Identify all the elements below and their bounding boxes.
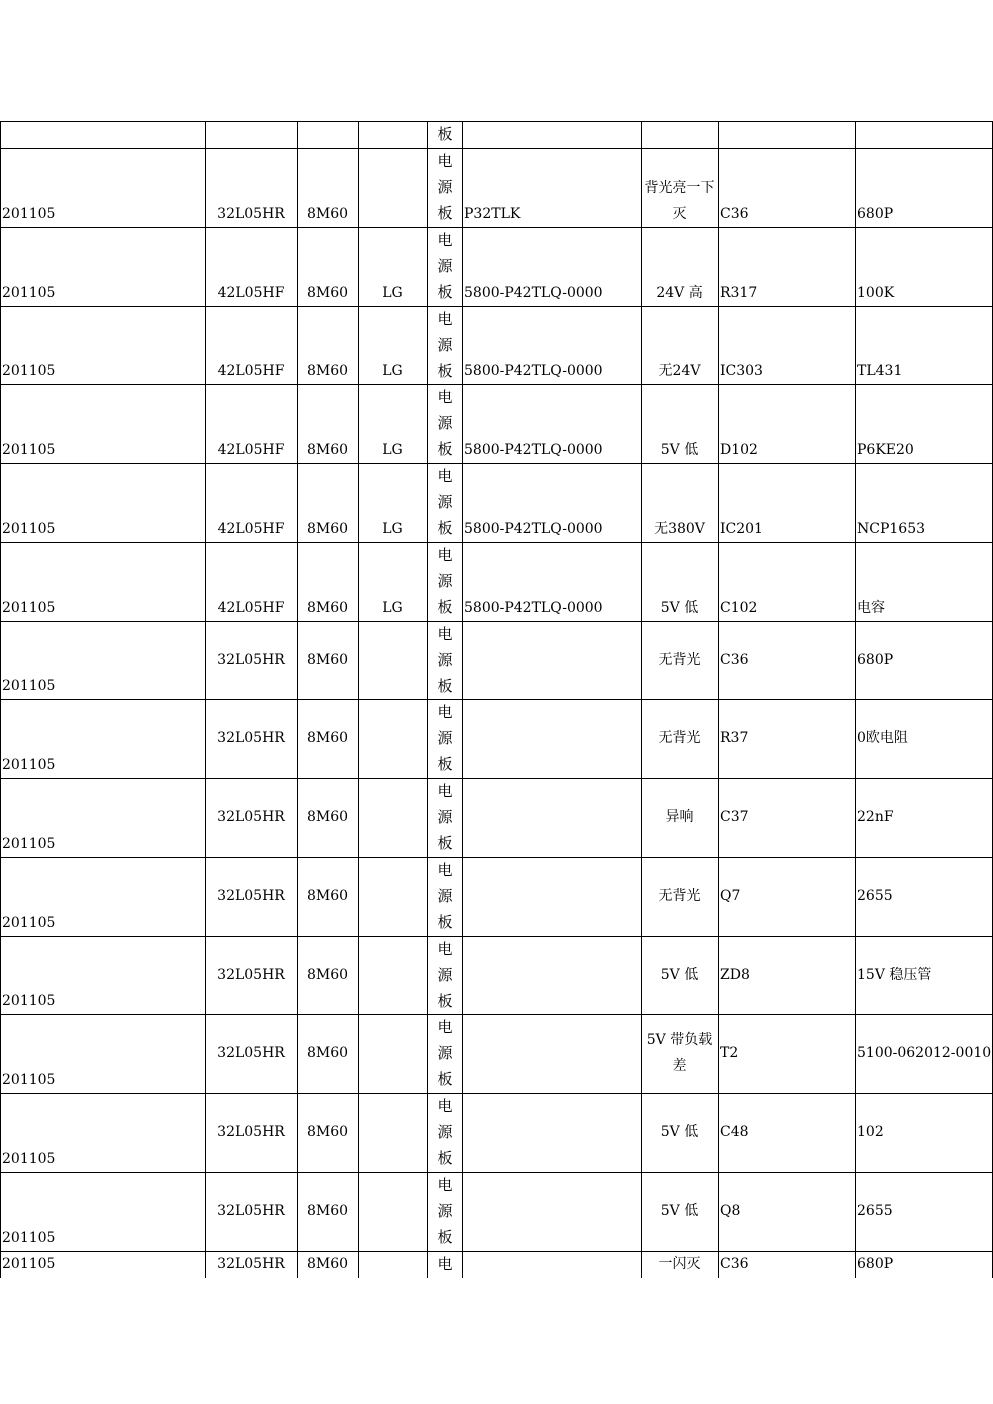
model-cell: 32L05HR [217, 1256, 285, 1272]
date-cell: 201105 [2, 206, 56, 222]
chassis-cell: 8M60 [306, 600, 349, 616]
date-cell: 201105 [2, 363, 56, 379]
board-type-char: 电 [437, 1018, 453, 1036]
board-type-cell [428, 621, 462, 699]
board-type-char: 电 [437, 546, 453, 564]
board-type-char: 电 [437, 703, 453, 721]
part-cell: T2 [720, 1045, 739, 1061]
part-cell: C102 [720, 600, 758, 616]
part-cell: R37 [720, 730, 749, 746]
value-cell: 2655 [857, 888, 893, 904]
chassis-cell: 8M60 [306, 442, 349, 458]
value-cell: P6KE20 [857, 442, 914, 458]
date-cell: 201105 [2, 678, 56, 694]
board-type-cell [428, 1251, 462, 1277]
board-type-char: 板 [437, 1149, 453, 1167]
symptom-cell: 5V 低 [660, 967, 699, 983]
model-cell: 42L05HF [217, 600, 285, 616]
model-cell: 32L05HR [217, 206, 285, 222]
board-type-char: 电 [437, 388, 453, 406]
chassis-cell: 8M60 [306, 652, 349, 668]
board-type-cell [428, 227, 462, 305]
model-cell: 42L05HF [217, 285, 285, 301]
chassis-cell: 8M60 [306, 285, 349, 301]
board-type-char: 源 [437, 257, 453, 275]
board-type-char: 电 [437, 625, 453, 643]
board-type-char: 源 [437, 178, 453, 196]
value-cell: 100K [857, 285, 895, 301]
board-type-char: 电 [437, 940, 453, 958]
screen-cell: LG [382, 521, 403, 537]
board-type-char: 源 [437, 651, 453, 669]
date-cell: 201105 [2, 993, 56, 1009]
board-type-char: 板 [437, 677, 453, 695]
board-type-char: 电 [437, 1097, 453, 1115]
board-type-char: 电 [437, 1176, 453, 1194]
value-cell: 2655 [857, 1203, 893, 1219]
date-cell: 201105 [2, 1072, 56, 1088]
part-cell: Q7 [720, 888, 741, 904]
symptom-cell: 5V 低 [660, 1124, 699, 1140]
date-cell: 201105 [2, 521, 56, 537]
board-type-char: 源 [437, 493, 453, 511]
chassis-cell: 8M60 [306, 521, 349, 537]
board-type-char: 源 [437, 1202, 453, 1220]
symptom-cell: 异响 [665, 809, 694, 825]
board-type-char: 电 [437, 1255, 453, 1273]
board-type-char: 电 [437, 152, 453, 170]
symptom-cell: 24V 高 [656, 285, 703, 301]
board-type-char: 板 [437, 204, 453, 222]
value-cell: 5100-062012-0010 [857, 1045, 992, 1061]
board-type-char: 板 [437, 125, 453, 143]
model-cell: 32L05HR [217, 1045, 285, 1061]
board-number-cell: 5800-P42TLQ-0000 [464, 285, 603, 301]
board-type-char: 板 [437, 598, 453, 616]
date-cell: 201105 [2, 915, 56, 931]
value-cell: 680P [857, 206, 894, 222]
board-type-char: 板 [437, 1228, 453, 1246]
board-type-cell [428, 463, 462, 541]
model-cell: 32L05HR [217, 1124, 285, 1140]
part-cell: IC201 [720, 521, 763, 537]
board-number-cell: P32TLK [464, 206, 521, 222]
symptom-cell: 无380V [654, 521, 705, 537]
board-type-char: 板 [437, 755, 453, 773]
chassis-cell: 8M60 [306, 363, 349, 379]
board-type-char: 板 [437, 519, 453, 537]
board-type-char: 源 [437, 1044, 453, 1062]
part-cell: C36 [720, 652, 749, 668]
repair-log-table [0, 121, 993, 1278]
board-type-char: 源 [437, 572, 453, 590]
value-cell: NCP1653 [857, 521, 926, 537]
date-cell: 201105 [2, 757, 56, 773]
symptom-cell: 5V 低 [660, 600, 699, 616]
board-type-char: 电 [437, 231, 453, 249]
board-number-cell: 5800-P42TLQ-0000 [464, 442, 603, 458]
chassis-cell: 8M60 [306, 967, 349, 983]
board-type-char: 源 [437, 887, 453, 905]
value-cell: 15V 稳压管 [857, 967, 932, 983]
board-type-char: 板 [437, 834, 453, 852]
symptom-cell: 无背光 [658, 652, 701, 668]
board-type-cell [428, 121, 462, 147]
chassis-cell: 8M60 [306, 206, 349, 222]
date-cell: 201105 [2, 600, 56, 616]
model-cell: 42L05HF [217, 521, 285, 537]
symptom-cell: 背光亮一下灭 [644, 180, 715, 222]
value-cell: 0欧电阻 [857, 730, 908, 746]
board-type-cell [428, 857, 462, 935]
chassis-cell: 8M60 [306, 730, 349, 746]
model-cell: 32L05HR [217, 967, 285, 983]
board-type-char: 板 [437, 913, 453, 931]
part-cell: C37 [720, 809, 749, 825]
date-cell: 201105 [2, 1256, 56, 1272]
board-number-cell: 5800-P42TLQ-0000 [464, 363, 603, 379]
board-type-cell [428, 148, 462, 226]
symptom-cell: 无背光 [658, 730, 701, 746]
board-type-cell [428, 1172, 462, 1250]
chassis-cell: 8M60 [306, 1256, 349, 1272]
model-cell: 42L05HF [217, 442, 285, 458]
screen-cell: LG [382, 285, 403, 301]
board-type-char: 板 [437, 992, 453, 1010]
part-cell: C36 [720, 206, 749, 222]
board-type-cell [428, 384, 462, 462]
value-cell: 电容 [857, 600, 885, 616]
model-cell: 32L05HR [217, 730, 285, 746]
board-type-cell [428, 778, 462, 856]
value-cell: 102 [857, 1124, 884, 1140]
value-cell: 22nF [857, 809, 894, 825]
board-type-cell [428, 542, 462, 620]
part-cell: IC303 [720, 363, 763, 379]
symptom-cell: 5V 带负载差 [646, 1032, 713, 1074]
board-type-char: 板 [437, 440, 453, 458]
chassis-cell: 8M60 [306, 1203, 349, 1219]
board-type-char: 源 [437, 966, 453, 984]
model-cell: 32L05HR [217, 652, 285, 668]
chassis-cell: 8M60 [306, 809, 349, 825]
value-cell: 680P [857, 652, 894, 668]
model-cell: 32L05HR [217, 1203, 285, 1219]
model-cell: 42L05HF [217, 363, 285, 379]
board-type-cell [428, 936, 462, 1014]
board-type-char: 电 [437, 861, 453, 879]
board-type-char: 源 [437, 1123, 453, 1141]
board-type-char: 电 [437, 467, 453, 485]
date-cell: 201105 [2, 442, 56, 458]
part-cell: R317 [720, 285, 758, 301]
board-type-cell [428, 1014, 462, 1092]
part-cell: Q8 [720, 1203, 741, 1219]
board-type-char: 源 [437, 414, 453, 432]
date-cell: 201105 [2, 836, 56, 852]
part-cell: C48 [720, 1124, 749, 1140]
part-cell: D102 [720, 442, 758, 458]
date-cell: 201105 [2, 1230, 56, 1246]
symptom-cell: 5V 低 [660, 442, 699, 458]
board-type-char: 板 [437, 362, 453, 380]
value-cell: 680P [857, 1256, 894, 1272]
board-type-char: 源 [437, 729, 453, 747]
board-type-char: 板 [437, 1070, 453, 1088]
chassis-cell: 8M60 [306, 1045, 349, 1061]
date-cell: 201105 [2, 285, 56, 301]
symptom-cell: 5V 低 [660, 1203, 699, 1219]
board-type-char: 源 [437, 808, 453, 826]
part-cell: C36 [720, 1256, 749, 1272]
board-number-cell: 5800-P42TLQ-0000 [464, 600, 603, 616]
board-type-char: 电 [437, 782, 453, 800]
symptom-cell: 一闪灭 [658, 1256, 701, 1272]
value-cell: TL431 [857, 363, 903, 379]
screen-cell: LG [382, 600, 403, 616]
chassis-cell: 8M60 [306, 888, 349, 904]
board-type-char: 板 [437, 283, 453, 301]
board-type-cell [428, 699, 462, 777]
part-cell: ZD8 [720, 967, 750, 983]
board-type-char: 源 [437, 336, 453, 354]
board-type-cell [428, 306, 462, 384]
screen-cell: LG [382, 442, 403, 458]
board-type-cell [428, 1093, 462, 1171]
screen-cell: LG [382, 363, 403, 379]
symptom-cell: 无24V [658, 363, 701, 379]
model-cell: 32L05HR [217, 888, 285, 904]
model-cell: 32L05HR [217, 809, 285, 825]
symptom-cell: 无背光 [658, 888, 701, 904]
board-number-cell: 5800-P42TLQ-0000 [464, 521, 603, 537]
chassis-cell: 8M60 [306, 1124, 349, 1140]
board-type-char: 电 [437, 310, 453, 328]
date-cell: 201105 [2, 1151, 56, 1167]
